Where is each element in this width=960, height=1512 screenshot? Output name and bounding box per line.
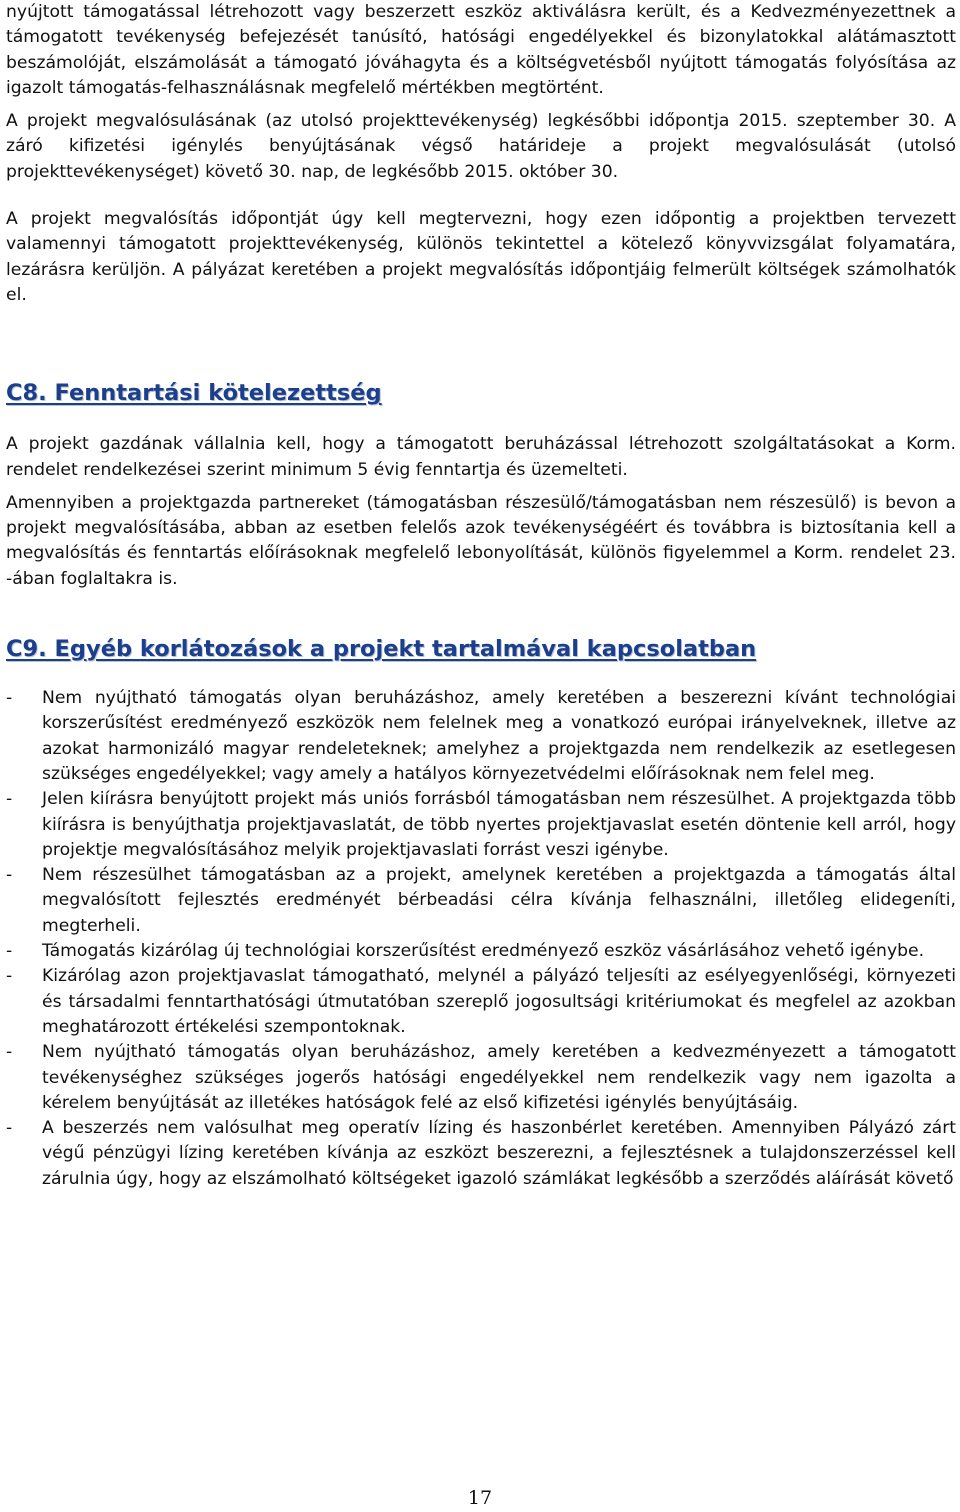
list-item	[6, 1116, 956, 1192]
list-item	[6, 1040, 956, 1116]
bullet-marker: -	[6, 789, 13, 810]
paragraph: A projekt gazdának vállalnia kell, hogy a támogatott beruházással létrehozott szolgáltatásokat a Korm. rendelet rendelkezései szerint minimum 5 évig fenntartja és üzemelteti.	[6, 434, 956, 480]
bullet-marker: -	[6, 941, 13, 962]
list-item	[6, 964, 956, 1040]
section-heading-c9: C9. Egyéb korlátozások a projekt tartalmával kapcsolatban	[6, 636, 757, 663]
list-item-text: Támogatás kizárólag új technológiai korszerűsítést eredményező eszköz vásárlásához vehető igénybe.	[42, 941, 925, 962]
paragraph: nyújtott támogatással létrehozott vagy beszerzett eszköz aktiválásra került, és a Kedvezményezettnek a támogatott tevékenység befejezését tanúsító, hatósági engedélyekkel és bizonylatokkal alátámasztott beszámolóját, elszámolását a támogató jóváhagyta és a költségvetésből nyújtott támogatás folyósítása az igazolt támogatás-felhasználásnak megfelelő mértékben megtörtént.	[6, 2, 956, 98]
list-item-text: Nem részesülhet támogatásban az a projekt, amelynek keretében a projektgazda a támogatás által megvalósított fejlesztés eredményét bérbeadási célra kívánja felhasználni, illetőleg elidegeníti, megterheli.	[42, 865, 956, 936]
bullet-marker: -	[6, 865, 13, 886]
list-item	[6, 787, 956, 863]
list-item-text: Kizárólag azon projektjavaslat támogatható, melynél a pályázó teljesíti az esélyegyenlőségi, környezeti és társadalmi fenntarthatósági útmutatóban szereplő jogosultsági kritériumokat és megfelel az azokban meghatározott értékelési szempontoknak.	[42, 966, 956, 1037]
list-item	[6, 939, 956, 964]
paragraph: A projekt megvalósulásának (az utolsó projekttevékenység) legkésőbbi időpontja 2015. szeptember 30. A záró kifizetési igénylés benyújtásának végső határideje a projekt megvalósulását (utolsó projekttevékenységet) követő 30. nap, de legkésőbb 2015. október 30.	[6, 111, 956, 182]
paragraph: A projekt megvalósítás időpontját úgy kell megtervezni, hogy ezen időpontig a projektben tervezett valamennyi támogatott projekttevékenység, különös tekintettel a kötelező könyvvizsgálat folyamatára, lezárásra kerüljön. A pályázat keretében a projekt megvalósítás időpontjáig felmerült költségek számolhatók el.	[6, 209, 956, 305]
page-number: 17	[467, 1487, 493, 1509]
list-item-text: Nem nyújtható támogatás olyan beruházáshoz, amely keretében a kedvezményezett a támogatott tevékenységhez szükséges jogerős hatósági engedélyekkel nem rendelkezik vagy nem igazolta a kérelem benyújtását az illetékes hatóságok felé az első kifizetési igénylés benyújtásáig.	[42, 1042, 956, 1113]
list-item	[6, 863, 956, 939]
bullet-marker: -	[6, 966, 13, 987]
list-item	[6, 686, 956, 787]
bullet-marker: -	[6, 1042, 13, 1063]
list-item-text: A beszerzés nem valósulhat meg operatív lízing és haszonbérlet keretében. Amennyiben Pályázó zárt végű pénzügyi lízing keretében kívánja az eszközt beszerezni, a fejlesztésnek a tulajdonszerzéssel kell zárulnia úgy, hogy az elszámolható költségeket igazoló számlákat legkésőbb a szerződés aláírását követő	[42, 1118, 956, 1189]
document-page	[6, 0, 956, 1192]
list-item-text: Nem nyújtható támogatás olyan beruházáshoz, amely keretében a beszerezni kívánt technológiai korszerűsítést eredményező eszközök nem felelnek meg a vonatkozó európai irányelveknek, illetve az azokat harmonizáló magyar rendeleteknek; amelyhez a projektgazda nem rendelkezik az esetlegesen szükséges engedélyekkel; vagy amely a hatályos környezetvédelmi előírásoknak nem felel meg.	[42, 688, 956, 784]
bullet-marker: -	[6, 688, 13, 709]
list-item-text: Jelen kiírásra benyújtott projekt más uniós forrásból támogatásban nem részesülhet. A projektgazda több kiírásra is benyújthatja projektjavaslatát, de több nyertes projektjavaslat esetén döntenie kell arról, hogy projektje megvalósításához melyik projektjavaslati forrást veszi igénybe.	[42, 789, 956, 860]
restrictions-list	[6, 686, 956, 1192]
bullet-marker: -	[6, 1118, 13, 1139]
paragraph: Amennyiben a projektgazda partnereket (támogatásban részesülő/támogatásban nem részesülő) is bevon a projekt megvalósításába, abban az esetben felelős azok tevékenységéért és továbbra is biztosítania kell a megvalósítás és fenntartás előírásoknak megfelelő lebonyolítását, különös figyelemmel a Korm. rendelet 23. -ában foglaltakra is.	[6, 492, 956, 589]
section-heading-c8: C8. Fenntartási kötelezettség	[6, 380, 382, 407]
